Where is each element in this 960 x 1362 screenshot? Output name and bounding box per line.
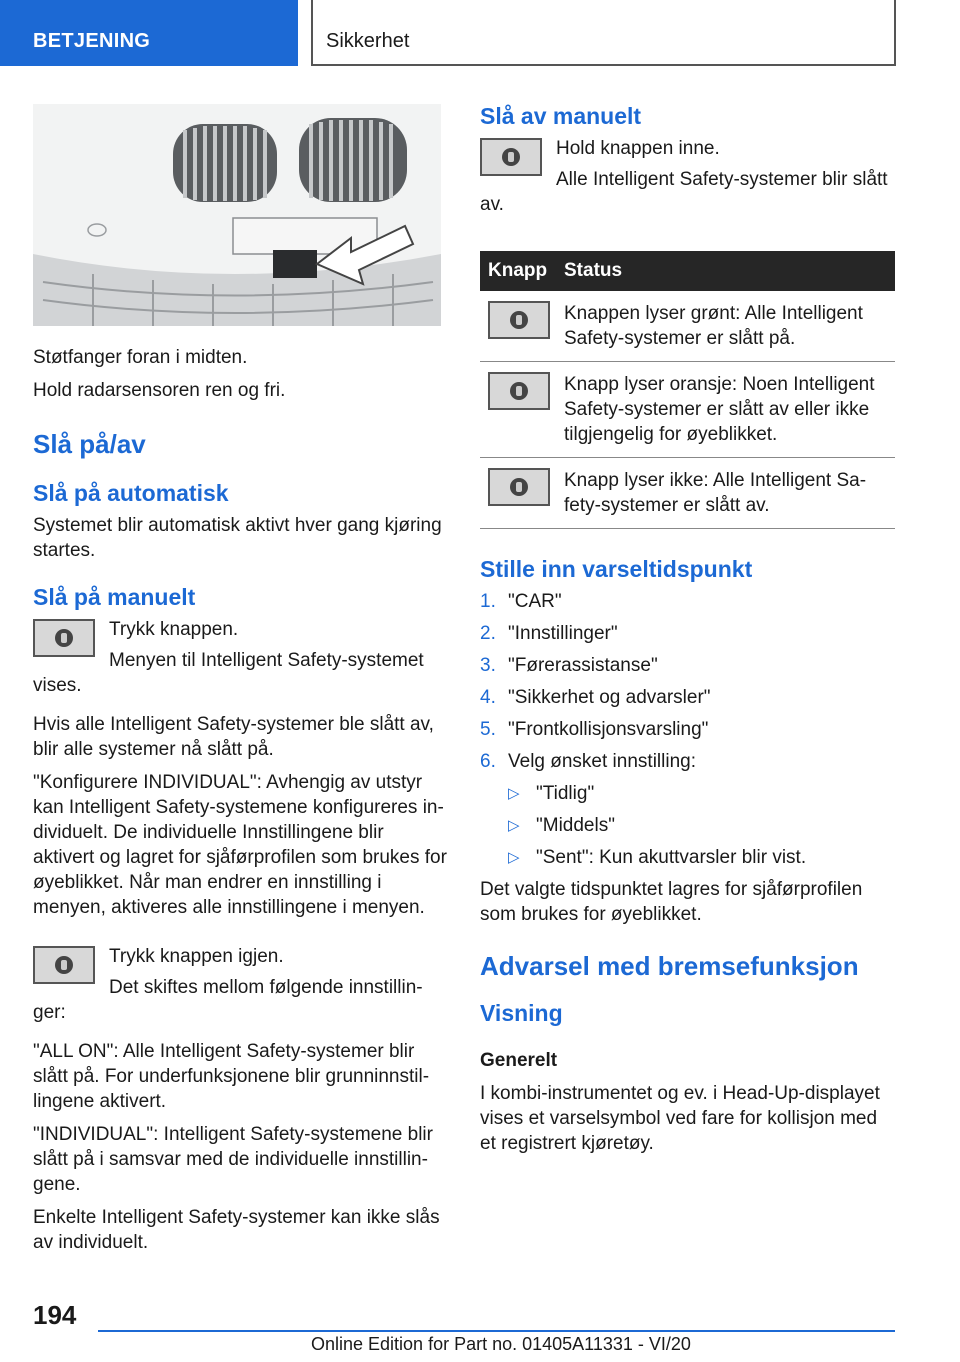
text-all-on: "ALL ON": Alle Intelligent Safety-systemer blir slått på. For underfunksjonene blir grunninnstillingene aktivert. (33, 1041, 430, 1112)
instruction-menu: Menyen til Intelligent Safety-systemet vises. (33, 650, 424, 696)
safety-button-green-icon (488, 301, 550, 339)
left-column (33, 104, 447, 1263)
text-auto: Systemet blir automatisk aktivt hver gang kjøring startes. (33, 515, 442, 561)
table-row (480, 291, 895, 362)
step-number: 4. (480, 687, 496, 708)
edition-text: Online Edition for Part no. 01405A11331 - VI/20 (311, 1334, 691, 1354)
right-column (480, 102, 895, 1164)
substep-text: "Sent": Kun akuttvarsler blir vist. (536, 847, 807, 868)
heading-brake-warning: Advarsel med bremsefunksjon (480, 951, 859, 981)
safety-button-icon (33, 619, 95, 657)
button-status-table (480, 251, 895, 529)
table-cell-icon (480, 458, 556, 529)
table-row (480, 362, 895, 458)
text-single-systems: Enkelte Intelligent Safety-systemer kan ikke slås av individuelt. (33, 1207, 440, 1253)
caption-bumper: Støtfanger foran i midten. (33, 347, 248, 368)
section-title: BETJENING (33, 30, 151, 52)
chapter-title: Sikkerhet (326, 30, 410, 52)
table-header-row (480, 251, 895, 291)
instruction-press-again: Trykk knappen igjen. (109, 946, 284, 967)
bumper-radar-illustration (33, 104, 441, 326)
instruction-press: Trykk knappen. (109, 619, 239, 640)
button-instruction-off (480, 136, 895, 223)
instruction-toggle: Det skiftes mellom følgende innstillinger: (33, 977, 423, 1023)
list-item (480, 749, 895, 870)
step-text: Velg ønsket innstilling: (508, 751, 696, 772)
step-text: "Frontkollisjonsvarsling" (508, 719, 709, 740)
footer-divider (98, 1330, 895, 1332)
safety-button-off-icon (488, 468, 550, 506)
text-all-off: Hvis alle Intelligent Safety-systemer ble slått av, blir alle systemer nå slått på. (33, 714, 434, 760)
text-individual: "INDIVIDUAL": Intelligent Safety-systemene blir slått på i samsvar med de individuelle innstillingene. (33, 1124, 433, 1195)
step-number: 2. (480, 623, 496, 644)
button-instruction-1 (33, 617, 447, 704)
list-item (480, 717, 895, 742)
substep-text: "Middels" (536, 815, 615, 836)
text-general: I kombi-instrumentet og ev. i Head-Up-displayet vises et varselsymbol ved fare for kollisjon med et registrert kjøretøy. (480, 1083, 880, 1154)
caption-radar: Hold radarsensoren ren og fri. (33, 380, 286, 401)
step-text: "Innstillinger" (508, 623, 618, 644)
instruction-hold: Hold knappen inne. (556, 138, 720, 159)
footer-edition (311, 1334, 691, 1355)
list-item (480, 653, 895, 678)
instruction-all-off: Alle Intelligent Safety-systemer blir slått av. (480, 169, 888, 215)
heading-general: Generelt (480, 1050, 558, 1071)
triangle-bullet-icon: ▷ (508, 817, 520, 834)
page-header (0, 0, 960, 66)
text-saved: Det valgte tidspunktet lagres for sjåførprofilen som brukes for øyeblikket. (480, 879, 863, 925)
heading-manual-off: Slå av manuelt (480, 103, 642, 129)
list-item (508, 813, 895, 838)
step-number: 5. (480, 719, 496, 740)
triangle-bullet-icon: ▷ (508, 785, 520, 802)
table-cell-icon (480, 362, 556, 458)
list-item (480, 621, 895, 646)
list-item (508, 781, 895, 806)
table-header-status: Status (556, 251, 895, 291)
step-number: 1. (480, 591, 496, 612)
heading-manual-on: Slå på manuelt (33, 584, 196, 610)
step-text: "Førerassistanse" (508, 655, 658, 676)
heading-display: Visning (480, 1000, 563, 1026)
safety-button-orange-icon (488, 372, 550, 410)
step-text: "Sikkerhet og advarsler" (508, 687, 711, 708)
list-item (508, 845, 895, 870)
steps-list (480, 589, 895, 870)
heading-on-off: Slå på/av (33, 429, 146, 459)
list-item (480, 589, 895, 614)
table-row (480, 458, 895, 529)
step-number: 3. (480, 655, 496, 676)
page-number: 194 (33, 1300, 77, 1330)
table-cell-status: Knapp lyser oransje: Noen Intelligent Safety-systemer er slått av eller ikke tilgjengelig for øyeblikket. (556, 362, 895, 458)
step-number: 6. (480, 751, 496, 772)
table-cell-status: Knappen lyser grønt: Alle Intelligent Safety-systemer er slått på. (556, 291, 895, 362)
step-text: "CAR" (508, 591, 562, 612)
safety-button-icon (33, 946, 95, 984)
substep-text: "Tidlig" (536, 783, 595, 804)
triangle-bullet-icon: ▷ (508, 849, 520, 866)
section-tab (0, 0, 298, 66)
table-cell-icon (480, 291, 556, 362)
table-cell-status: Knapp lyser ikke: Alle Intelligent Safety-systemer er slått av. (556, 458, 895, 529)
chapter-tab (311, 0, 896, 66)
heading-warning-time: Stille inn varseltidspunkt (480, 556, 753, 582)
table-header-button: Knapp (480, 251, 556, 291)
safety-button-icon (480, 138, 542, 176)
list-item (480, 685, 895, 710)
text-configure: "Konfigurere INDIVIDUAL": Avhengig av utstyr kan Intelligent Safety-systemene konfigureres individuelt. De individuelle Innstillingene blir aktivert og lagret for sjåførprofilen som brukes for øyeblikket. Når man endrer en innstilling i menyen, aktiveres alle innstillingene i menyen. (33, 772, 447, 918)
substeps-list (508, 781, 895, 870)
heading-auto: Slå på automatisk (33, 480, 229, 506)
button-instruction-2 (33, 944, 447, 1031)
